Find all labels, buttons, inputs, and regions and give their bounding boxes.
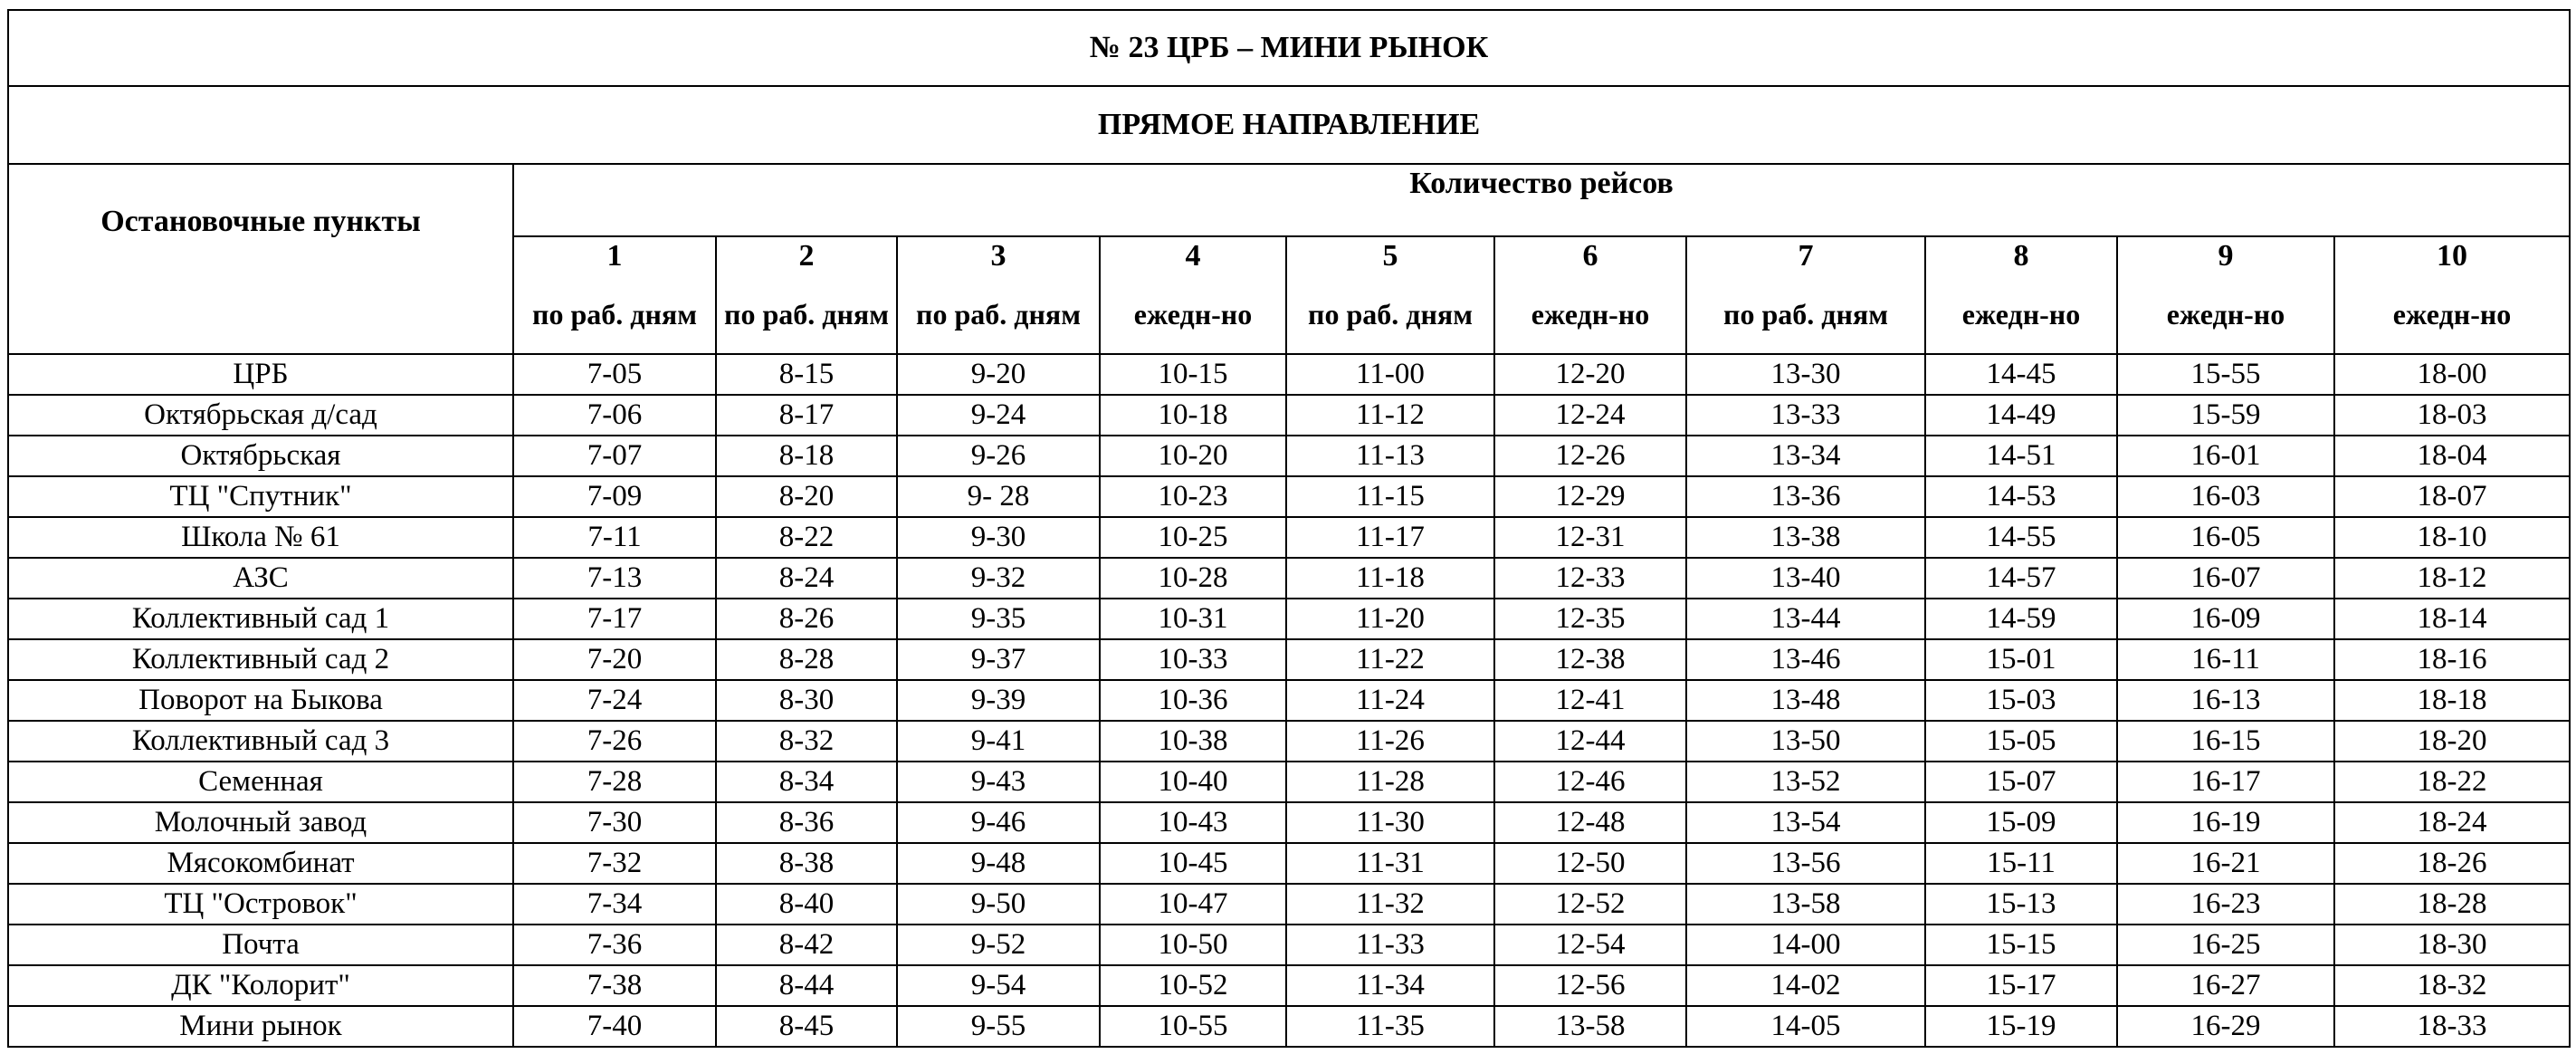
trip-number: 9 [2117, 236, 2334, 275]
trip-number: 3 [897, 236, 1100, 275]
departure-time: 13-38 [1686, 517, 1925, 558]
stop-name: ТЦ "Островок" [8, 884, 513, 925]
departure-time: 18-26 [2334, 843, 2570, 884]
trip-number: 4 [1100, 236, 1286, 275]
departure-time: 12-41 [1494, 680, 1686, 721]
departure-time: 7-28 [513, 762, 716, 802]
departure-time: 15-19 [1925, 1006, 2117, 1047]
trip-type: по раб. дням [513, 275, 716, 354]
stop-name: Мясокомбинат [8, 843, 513, 884]
trip-type: ежедн-но [1100, 275, 1286, 354]
departure-time: 7-34 [513, 884, 716, 925]
trip-number: 7 [1686, 236, 1925, 275]
departure-time: 16-17 [2117, 762, 2334, 802]
trips-header: Количество рейсов [513, 164, 2570, 236]
departure-time: 10-23 [1100, 476, 1286, 517]
departure-time: 12-31 [1494, 517, 1686, 558]
stop-name: Школа № 61 [8, 517, 513, 558]
departure-time: 9-41 [897, 721, 1100, 762]
departure-time: 10-33 [1100, 639, 1286, 680]
departure-time: 11-28 [1286, 762, 1494, 802]
departure-time: 11-17 [1286, 517, 1494, 558]
departure-time: 13-30 [1686, 354, 1925, 395]
departure-time: 16-23 [2117, 884, 2334, 925]
stop-name: Семенная [8, 762, 513, 802]
departure-time: 18-00 [2334, 354, 2570, 395]
table-row [8, 1006, 2570, 1047]
stop-name: АЗС [8, 558, 513, 599]
trip-type: по раб. дням [1686, 275, 1925, 354]
table-row [8, 925, 2570, 965]
departure-time: 13-58 [1686, 884, 1925, 925]
departure-time: 10-28 [1100, 558, 1286, 599]
departure-time: 11-18 [1286, 558, 1494, 599]
departure-time: 8-15 [716, 354, 897, 395]
departure-time: 7-30 [513, 802, 716, 843]
departure-time: 12-26 [1494, 436, 1686, 476]
departure-time: 12-38 [1494, 639, 1686, 680]
stop-name: Коллективный сад 2 [8, 639, 513, 680]
departure-time: 13-56 [1686, 843, 1925, 884]
departure-time: 11-31 [1286, 843, 1494, 884]
departure-time: 16-25 [2117, 925, 2334, 965]
departure-time: 14-05 [1686, 1006, 1925, 1047]
departure-time: 9-30 [897, 517, 1100, 558]
departure-time: 14-51 [1925, 436, 2117, 476]
departure-time: 8-24 [716, 558, 897, 599]
stop-name: Коллективный сад 3 [8, 721, 513, 762]
departure-time: 16-11 [2117, 639, 2334, 680]
departure-time: 11-34 [1286, 965, 1494, 1006]
departure-time: 10-18 [1100, 395, 1286, 436]
departure-time: 13-50 [1686, 721, 1925, 762]
departure-time: 8-45 [716, 1006, 897, 1047]
departure-time: 10-45 [1100, 843, 1286, 884]
table-row [8, 680, 2570, 721]
departure-time: 8-40 [716, 884, 897, 925]
departure-time: 8-17 [716, 395, 897, 436]
departure-time: 7-07 [513, 436, 716, 476]
trip-type: по раб. дням [1286, 275, 1494, 354]
departure-time: 11-13 [1286, 436, 1494, 476]
stop-name: Октябрьская д/сад [8, 395, 513, 436]
departure-time: 15-17 [1925, 965, 2117, 1006]
departure-time: 12-29 [1494, 476, 1686, 517]
departure-time: 7-36 [513, 925, 716, 965]
departure-time: 11-24 [1286, 680, 1494, 721]
departure-time: 16-19 [2117, 802, 2334, 843]
departure-time: 8-26 [716, 599, 897, 639]
departure-time: 11-22 [1286, 639, 1494, 680]
table-row [8, 965, 2570, 1006]
departure-time: 9-24 [897, 395, 1100, 436]
departure-time: 16-21 [2117, 843, 2334, 884]
departure-time: 8-28 [716, 639, 897, 680]
departure-time: 9-26 [897, 436, 1100, 476]
table-row [8, 395, 2570, 436]
departure-time: 7-26 [513, 721, 716, 762]
table-row [8, 884, 2570, 925]
route-title: № 23 ЦРБ – МИНИ РЫНОК [8, 10, 2570, 86]
departure-time: 15-11 [1925, 843, 2117, 884]
stop-name: Поворот на Быкова [8, 680, 513, 721]
direction-title: ПРЯМОЕ НАПРАВЛЕНИЕ [8, 86, 2570, 164]
stop-name: ТЦ "Спутник" [8, 476, 513, 517]
trip-type: ежедн-но [2117, 275, 2334, 354]
trip-type: по раб. дням [716, 275, 897, 354]
departure-time: 18-04 [2334, 436, 2570, 476]
departure-time: 14-53 [1925, 476, 2117, 517]
stop-name: Молочный завод [8, 802, 513, 843]
trip-number: 1 [513, 236, 716, 275]
departure-time: 16-29 [2117, 1006, 2334, 1047]
departure-time: 11-30 [1286, 802, 1494, 843]
departure-time: 13-54 [1686, 802, 1925, 843]
table-row [8, 517, 2570, 558]
departure-time: 9-37 [897, 639, 1100, 680]
departure-time: 18-24 [2334, 802, 2570, 843]
departure-time: 10-38 [1100, 721, 1286, 762]
departure-time: 18-20 [2334, 721, 2570, 762]
departure-time: 13-40 [1686, 558, 1925, 599]
stop-name: ЦРБ [8, 354, 513, 395]
departure-time: 10-55 [1100, 1006, 1286, 1047]
departure-time: 9-52 [897, 925, 1100, 965]
departure-time: 14-00 [1686, 925, 1925, 965]
departure-time: 16-07 [2117, 558, 2334, 599]
departure-time: 12-44 [1494, 721, 1686, 762]
departure-time: 9-48 [897, 843, 1100, 884]
departure-time: 10-52 [1100, 965, 1286, 1006]
departure-time: 13-44 [1686, 599, 1925, 639]
departure-time: 15-15 [1925, 925, 2117, 965]
schedule-sheet [7, 9, 2569, 1048]
departure-time: 9-39 [897, 680, 1100, 721]
departure-time: 13-33 [1686, 395, 1925, 436]
departure-time: 18-30 [2334, 925, 2570, 965]
departure-time: 14-59 [1925, 599, 2117, 639]
trip-number: 6 [1494, 236, 1686, 275]
departure-time: 16-15 [2117, 721, 2334, 762]
departure-time: 16-05 [2117, 517, 2334, 558]
departure-time: 18-12 [2334, 558, 2570, 599]
stop-name: Коллективный сад 1 [8, 599, 513, 639]
table-row [8, 599, 2570, 639]
departure-time: 16-13 [2117, 680, 2334, 721]
departure-time: 14-55 [1925, 517, 2117, 558]
departure-time: 7-17 [513, 599, 716, 639]
departure-time: 18-32 [2334, 965, 2570, 1006]
departure-time: 14-57 [1925, 558, 2117, 599]
departure-time: 16-03 [2117, 476, 2334, 517]
departure-time: 16-09 [2117, 599, 2334, 639]
departure-time: 13-34 [1686, 436, 1925, 476]
departure-time: 8-22 [716, 517, 897, 558]
departure-time: 9- 28 [897, 476, 1100, 517]
departure-time: 11-12 [1286, 395, 1494, 436]
departure-time: 8-18 [716, 436, 897, 476]
departure-time: 16-01 [2117, 436, 2334, 476]
departure-time: 12-46 [1494, 762, 1686, 802]
stops-header: Остановочные пункты [8, 164, 513, 354]
departure-time: 15-01 [1925, 639, 2117, 680]
departure-time: 7-13 [513, 558, 716, 599]
table-row [8, 802, 2570, 843]
departure-time: 10-43 [1100, 802, 1286, 843]
table-row [8, 721, 2570, 762]
table-row [8, 354, 2570, 395]
departure-time: 9-43 [897, 762, 1100, 802]
departure-time: 15-13 [1925, 884, 2117, 925]
departure-time: 13-48 [1686, 680, 1925, 721]
departure-time: 8-30 [716, 680, 897, 721]
departure-time: 9-20 [897, 354, 1100, 395]
departure-time: 10-36 [1100, 680, 1286, 721]
table-row [8, 639, 2570, 680]
trip-type: по раб. дням [897, 275, 1100, 354]
departure-time: 11-20 [1286, 599, 1494, 639]
departure-time: 12-24 [1494, 395, 1686, 436]
departure-time: 14-02 [1686, 965, 1925, 1006]
departure-time: 10-40 [1100, 762, 1286, 802]
departure-time: 13-52 [1686, 762, 1925, 802]
departure-time: 7-24 [513, 680, 716, 721]
departure-time: 8-36 [716, 802, 897, 843]
departure-time: 18-14 [2334, 599, 2570, 639]
departure-time: 18-22 [2334, 762, 2570, 802]
departure-time: 15-05 [1925, 721, 2117, 762]
departure-time: 9-46 [897, 802, 1100, 843]
departure-time: 10-25 [1100, 517, 1286, 558]
departure-time: 11-00 [1286, 354, 1494, 395]
departure-time: 8-20 [716, 476, 897, 517]
stop-name: ДК "Колорит" [8, 965, 513, 1006]
departure-time: 11-32 [1286, 884, 1494, 925]
departure-time: 14-45 [1925, 354, 2117, 395]
trip-type: ежедн-но [1494, 275, 1686, 354]
departure-time: 18-16 [2334, 639, 2570, 680]
trip-number: 5 [1286, 236, 1494, 275]
departure-time: 15-59 [2117, 395, 2334, 436]
departure-time: 8-38 [716, 843, 897, 884]
departure-time: 15-55 [2117, 354, 2334, 395]
departure-time: 11-35 [1286, 1006, 1494, 1047]
departure-time: 8-42 [716, 925, 897, 965]
table-row [8, 843, 2570, 884]
departure-time: 10-15 [1100, 354, 1286, 395]
table-row [8, 436, 2570, 476]
departure-time: 7-40 [513, 1006, 716, 1047]
departure-time: 12-48 [1494, 802, 1686, 843]
departure-time: 9-54 [897, 965, 1100, 1006]
departure-time: 7-20 [513, 639, 716, 680]
departure-time: 8-32 [716, 721, 897, 762]
departure-time: 16-27 [2117, 965, 2334, 1006]
departure-time: 13-36 [1686, 476, 1925, 517]
departure-time: 18-07 [2334, 476, 2570, 517]
departure-time: 7-06 [513, 395, 716, 436]
departure-time: 18-03 [2334, 395, 2570, 436]
stop-name: Октябрьская [8, 436, 513, 476]
departure-time: 12-50 [1494, 843, 1686, 884]
departure-time: 11-15 [1286, 476, 1494, 517]
departure-time: 8-34 [716, 762, 897, 802]
departure-time: 7-05 [513, 354, 716, 395]
departure-time: 18-28 [2334, 884, 2570, 925]
trip-number: 2 [716, 236, 897, 275]
departure-time: 8-44 [716, 965, 897, 1006]
departure-time: 13-46 [1686, 639, 1925, 680]
departure-time: 11-26 [1286, 721, 1494, 762]
departure-time: 12-20 [1494, 354, 1686, 395]
trip-type: ежедн-но [1925, 275, 2117, 354]
departure-time: 15-07 [1925, 762, 2117, 802]
departure-time: 12-33 [1494, 558, 1686, 599]
departure-time: 13-58 [1494, 1006, 1686, 1047]
departure-time: 15-03 [1925, 680, 2117, 721]
departure-time: 18-10 [2334, 517, 2570, 558]
trip-type: ежедн-но [2334, 275, 2570, 354]
departure-time: 12-52 [1494, 884, 1686, 925]
trip-number: 10 [2334, 236, 2570, 275]
trip-number: 8 [1925, 236, 2117, 275]
departure-time: 12-35 [1494, 599, 1686, 639]
departure-time: 7-11 [513, 517, 716, 558]
departure-time: 10-50 [1100, 925, 1286, 965]
departure-time: 9-32 [897, 558, 1100, 599]
schedule-table [7, 9, 2571, 1048]
stop-name: Почта [8, 925, 513, 965]
table-row [8, 558, 2570, 599]
departure-time: 12-56 [1494, 965, 1686, 1006]
departure-time: 15-09 [1925, 802, 2117, 843]
departure-time: 10-20 [1100, 436, 1286, 476]
departure-time: 7-32 [513, 843, 716, 884]
departure-time: 9-35 [897, 599, 1100, 639]
table-row [8, 476, 2570, 517]
departure-time: 18-18 [2334, 680, 2570, 721]
departure-time: 10-31 [1100, 599, 1286, 639]
departure-time: 10-47 [1100, 884, 1286, 925]
stop-name: Мини рынок [8, 1006, 513, 1047]
departure-time: 7-38 [513, 965, 716, 1006]
departure-time: 12-54 [1494, 925, 1686, 965]
departure-time: 9-55 [897, 1006, 1100, 1047]
departure-time: 14-49 [1925, 395, 2117, 436]
table-row [8, 762, 2570, 802]
departure-time: 7-09 [513, 476, 716, 517]
departure-time: 9-50 [897, 884, 1100, 925]
departure-time: 18-33 [2334, 1006, 2570, 1047]
departure-time: 11-33 [1286, 925, 1494, 965]
